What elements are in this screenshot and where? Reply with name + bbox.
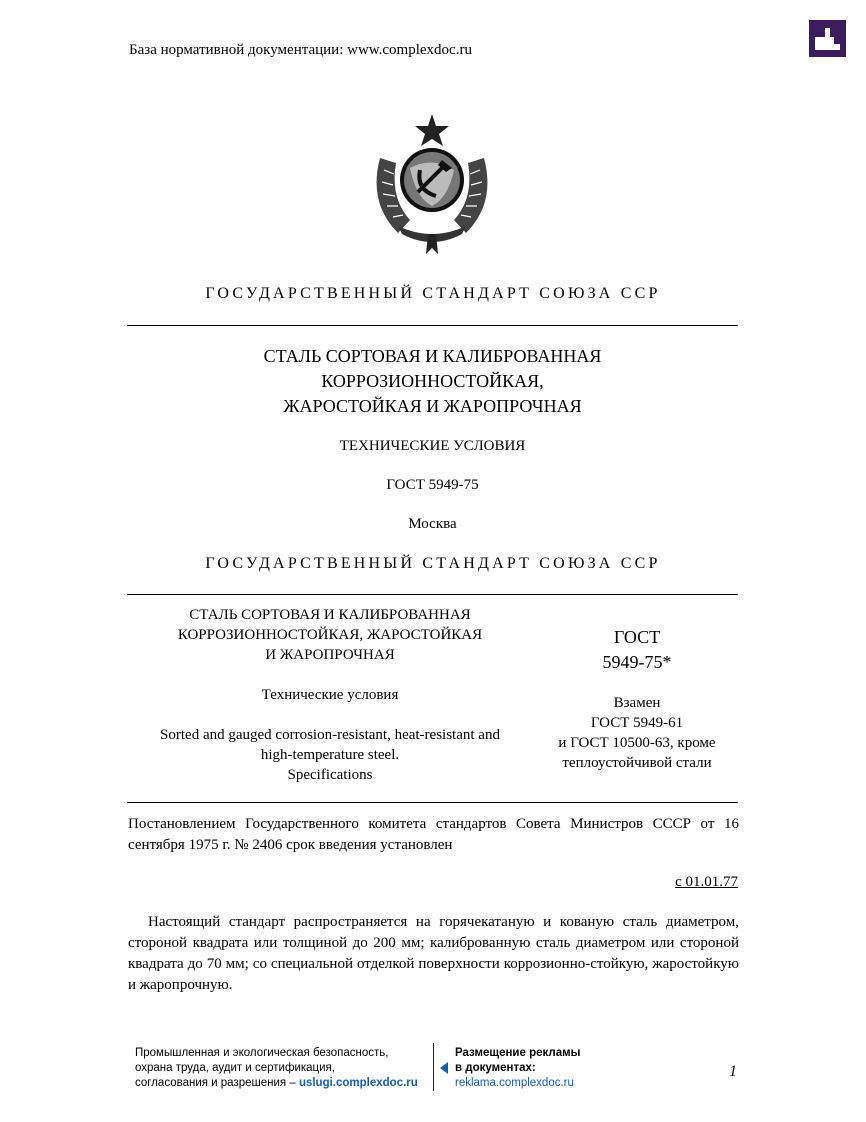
standard-bottom-divider	[127, 802, 738, 803]
complexdoc-logo-icon[interactable]	[809, 20, 846, 57]
gost-number: 5949-75*	[602, 652, 672, 672]
replaces-line-3: и ГОСТ 10500-63, кроме	[558, 735, 716, 751]
arrow-left-icon	[440, 1062, 448, 1074]
footer-divider	[433, 1043, 434, 1091]
decree-text: Постановлением Государственного комитета стандартов Совета Министров СССР от 16 сентября 1975 г. № 2406 срок введения установлен	[128, 816, 739, 853]
replaces-line-2: ГОСТ 5949-61	[590, 715, 684, 731]
footer-services-line-2: охрана труда, аудит и сертификация,	[135, 1062, 335, 1074]
replaces-block	[537, 693, 737, 773]
ussr-state-emblem	[358, 108, 506, 256]
effective-date: с 01.01.77	[675, 874, 738, 890]
replaces-line-1: Взамен	[613, 695, 661, 711]
english-title-line-1: Sorted and gauged corrosion-resistant, heat-resistant and	[160, 727, 500, 743]
standard-title-line-1: СТАЛЬ СОРТОВАЯ И КАЛИБРОВАННАЯ	[189, 607, 471, 623]
footer-advertising	[455, 1046, 655, 1091]
cover-title-line-1: СТАЛЬ СОРТОВАЯ И КАЛИБРОВАННАЯ	[263, 346, 602, 366]
page-number: 1	[729, 1063, 737, 1080]
footer-ad-line-1: Размещение рекламы	[455, 1047, 581, 1059]
standard-title	[130, 605, 530, 665]
footer-services-line-1: Промышленная и экологическая безопасность,	[135, 1047, 389, 1059]
replaces-line-4: теплоустойчивой стали	[562, 755, 712, 771]
footer-services-line-3	[135, 1076, 425, 1091]
gost-label: ГОСТ	[613, 627, 661, 647]
cover-subtitle: ТЕХНИЧЕСКИЕ УСЛОВИЯ	[339, 438, 526, 454]
cover-title-line-2: КОРРОЗИОННОСТОЙКАЯ,	[321, 371, 544, 391]
standard-subtitle: Технические условия	[261, 687, 399, 703]
english-title-line-3: Specifications	[287, 767, 373, 783]
site-header-label: База нормативной документации: www.complexdoc.ru	[129, 42, 472, 58]
footer-services-line-3-text: согласования и разрешения –	[135, 1077, 299, 1089]
standard-title-line-3: И ЖАРОПРОЧНАЯ	[265, 647, 395, 663]
standard-org-title: ГОСУДАРСТВЕННЫЙ СТАНДАРТ СОЮЗА ССР	[205, 555, 661, 572]
cover-title-line-3: ЖАРОСТОЙКАЯ И ЖАРОПРОЧНАЯ	[283, 396, 582, 416]
standard-gost-block	[537, 625, 737, 675]
cover-city: Москва	[408, 516, 457, 532]
footer-services	[135, 1046, 425, 1091]
cover-title	[127, 344, 738, 419]
standard-title-line-2: КОРРОЗИОННОСТОЙКАЯ, ЖАРОСТОЙКАЯ	[177, 627, 483, 643]
uslugi-link[interactable]: uslugi.complexdoc.ru	[298, 1077, 418, 1089]
english-title-line-2: high-temperature steel.	[260, 747, 400, 763]
footer-ad-line-2: в документах:	[455, 1062, 536, 1074]
scope-paragraph: Настоящий стандарт распространяется на горячекатаную и кованую сталь диаметром, стороной квадрата или толщиной до 200 мм; калиброванную сталь диаметром или стороной квадрата до 70 мм; со специальной отделкой поверхности коррозионно-стойкую, жаростойкую и жаропрочную.	[128, 914, 739, 993]
standard-english-title	[130, 725, 530, 785]
standard-top-divider	[127, 594, 738, 595]
reklama-link[interactable]: reklama.complexdoc.ru	[455, 1077, 574, 1089]
cover-top-divider	[127, 325, 738, 326]
cover-gost-number: ГОСТ 5949-75	[386, 477, 479, 493]
cover-org-title: ГОСУДАРСТВЕННЫЙ СТАНДАРТ СОЮЗА ССР	[205, 285, 661, 302]
